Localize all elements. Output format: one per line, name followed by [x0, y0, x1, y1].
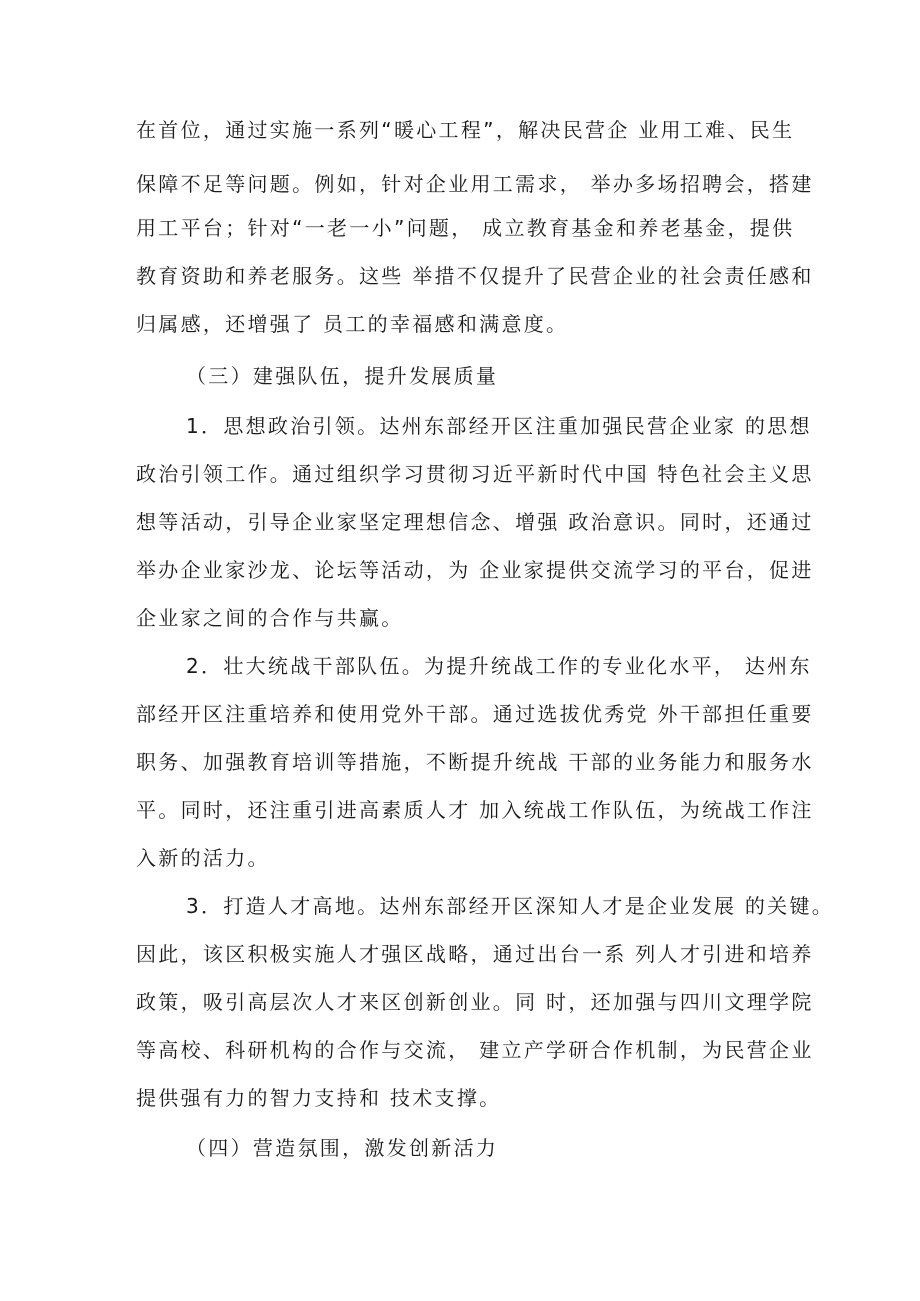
text-line: 用工平台；针对“一老一小”问题， 成立教育基金和养老基金，提供	[136, 216, 795, 240]
text-line: 等高校、科研机构的合作与交流， 建立产学研合作机制，为民营企业	[136, 1038, 814, 1062]
text-line: 部经开区注重培养和使用党外干部。通过选拔优秀党 外干部担任重要	[136, 702, 814, 726]
text-line: 保障不足等问题。例如，针对企业用工需求， 举办多场招聘会，搭建	[136, 172, 814, 196]
section-heading-4: （四）营造氛围，激发创新活力	[186, 1136, 499, 1160]
text-line: 企业家之间的合作与共赢。	[136, 606, 404, 630]
text-line: 举办企业家沙龙、论坛等活动，为 企业家提供交流学习的平台，促进	[136, 558, 814, 582]
text-line: 在首位，通过实施一系列“暖心工程”，解决民营企 业用工难、民生	[136, 118, 795, 142]
text-line: 1．思想政治引领。达州东部经开区注重加强民营企业家 的思想	[186, 414, 812, 438]
text-line: 2．壮大统战干部队伍。为提升统战工作的专业化水平， 达州东	[186, 654, 812, 678]
text-line: 因此，该区积极实施人才强区战略，通过出台一系 列人才引进和培养	[136, 942, 814, 966]
text-line: 提供强有力的智力支持和 技术支撑。	[136, 1086, 502, 1110]
text-line: 入新的活力。	[136, 846, 270, 870]
text-line: 政治引领工作。通过组织学习贯彻习近平新时代中国 特色社会主义思	[136, 462, 814, 486]
text-line: 职务、加强教育培训等措施，不断提升统战 干部的业务能力和服务水	[136, 750, 814, 774]
section-heading-3: （三）建强队伍，提升发展质量	[186, 364, 499, 388]
text-line: 归属感，还增强了 员工的幸福感和满意度。	[136, 312, 569, 336]
text-line: 教育资助和养老服务。这些 举措不仅提升了民营企业的社会责任感和	[136, 264, 814, 288]
text-line: 平。同时，还注重引进高素质人才 加入统战工作队伍，为统战工作注	[136, 798, 814, 822]
text-line: 3．打造人才高地。达州东部经开区深知人才是企业发展 的关键。	[186, 894, 835, 918]
text-line: 政策，吸引高层次人才来区创新创业。同 时，还加强与四川文理学院	[136, 990, 814, 1014]
text-line: 想等活动，引导企业家坚定理想信念、增强 政治意识。同时，还通过	[136, 510, 814, 534]
